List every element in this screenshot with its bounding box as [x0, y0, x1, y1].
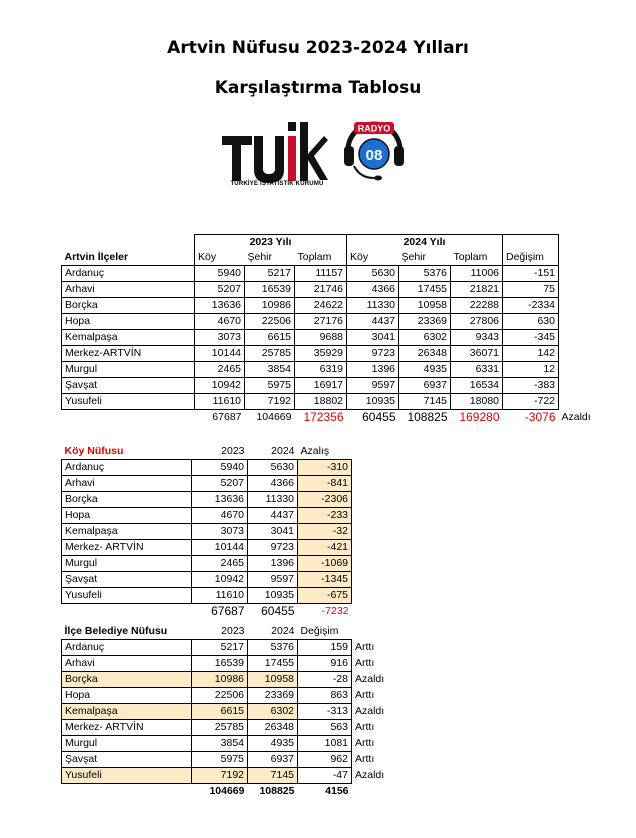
value-2023: 5975 — [192, 752, 248, 768]
sehir-2024: 5376 — [399, 266, 451, 282]
district-name: Kemalpaşa — [62, 704, 192, 720]
district-name: Kemalpaşa — [62, 330, 195, 346]
table-row — [62, 282, 599, 298]
value-2024: 4935 — [248, 736, 298, 752]
degisim: -722 — [503, 394, 559, 410]
district-name: Yusufeli — [62, 394, 195, 410]
degisim: -2334 — [503, 298, 559, 314]
total-cell: -3076 — [524, 410, 556, 424]
village-header: Köy Nüfusu — [62, 444, 192, 460]
table-row — [62, 524, 352, 540]
col-degisim: Değişim — [503, 250, 559, 266]
koy-2024: 5630 — [347, 266, 399, 282]
value-2023: 10144 — [192, 540, 248, 556]
azalis: -421 — [298, 540, 352, 556]
toplam-2023: 21746 — [295, 282, 347, 298]
value-2023: 2465 — [192, 556, 248, 572]
value-2024: 4366 — [248, 476, 298, 492]
radyo-text: RADYO — [357, 123, 391, 134]
district-name: Yusufeli — [62, 588, 192, 604]
district-name: Borçka — [62, 492, 192, 508]
table-row — [62, 572, 352, 588]
degisim: -313 — [298, 704, 352, 720]
page-title: Artvin Nüfusu 2023-2024 Yılları — [167, 38, 469, 58]
district-name: Ardanuç — [62, 640, 192, 656]
col-koy-2023: Köy — [195, 250, 245, 266]
toplam-2023: 18802 — [295, 394, 347, 410]
value-2023: 5207 — [192, 476, 248, 492]
value-2024: 9723 — [248, 540, 298, 556]
koy-2024: 1396 — [347, 362, 399, 378]
value-2024: 23369 — [248, 688, 298, 704]
status-text: Azaldı — [355, 769, 385, 781]
degisim: -345 — [503, 330, 559, 346]
col-degisim: Değişim — [298, 624, 352, 640]
azalis: -841 — [298, 476, 352, 492]
degisim: 962 — [298, 752, 352, 768]
district-name: Şavşat — [62, 572, 192, 588]
koy-2023: 3073 — [195, 330, 245, 346]
degisim: -383 — [503, 378, 559, 394]
status-text: Arttı — [355, 657, 375, 669]
table-row — [62, 720, 402, 736]
value-2023: 16539 — [192, 656, 248, 672]
district-name: Hopa — [62, 508, 192, 524]
district-name: Arhavi — [62, 282, 195, 298]
sehir-2023: 3854 — [245, 362, 295, 378]
col-2024: 2024 — [248, 444, 298, 460]
table-row — [62, 588, 352, 604]
toplam-2024: 18080 — [451, 394, 503, 410]
value-2023: 10986 — [192, 672, 248, 688]
sehir-2023: 5217 — [245, 266, 295, 282]
col-sehir-2023: Şehir — [245, 250, 295, 266]
district-name: Şavşat — [62, 378, 195, 394]
degisim: -151 — [503, 266, 559, 282]
table-row — [62, 394, 599, 410]
total-cell: 104669 — [256, 411, 292, 423]
district-population-table — [61, 234, 599, 425]
koy-2023: 5207 — [195, 282, 245, 298]
sehir-2023: 10986 — [245, 298, 295, 314]
col-toplam-2024: Toplam — [451, 250, 503, 266]
koy-2024: 9723 — [347, 346, 399, 362]
total-cell: 169280 — [459, 410, 500, 424]
col-sehir-2024: Şehir — [399, 250, 451, 266]
sehir-2023: 6615 — [245, 330, 295, 346]
value-2024: 1396 — [248, 556, 298, 572]
district-name: Arhavi — [62, 656, 192, 672]
status-text: Azaldı — [355, 673, 385, 685]
sehir-2023: 16539 — [245, 282, 295, 298]
table-row — [62, 640, 402, 656]
status-text: Arttı — [355, 737, 375, 749]
degisim: 159 — [298, 640, 352, 656]
koy-2023: 5940 — [195, 266, 245, 282]
total-cell: 108825 — [407, 410, 448, 424]
district-name: Borçka — [62, 298, 195, 314]
year-2023-header: 2023 Yılı — [195, 235, 347, 251]
toplam-2023: 27176 — [295, 314, 347, 330]
district-name: Murgul — [62, 556, 192, 572]
koy-2023: 13636 — [195, 298, 245, 314]
value-2024: 4437 — [248, 508, 298, 524]
toplam-2024: 11006 — [451, 266, 503, 282]
toplam-2023: 16917 — [295, 378, 347, 394]
value-2023: 22506 — [192, 688, 248, 704]
value-2023: 7192 — [192, 768, 248, 784]
azalis: -1069 — [298, 556, 352, 572]
table-row — [62, 556, 352, 572]
toplam-2024: 16534 — [451, 378, 503, 394]
value-2024: 10958 — [248, 672, 298, 688]
koy-2023: 10144 — [195, 346, 245, 362]
value-2024: 7145 — [248, 768, 298, 784]
azalis: -233 — [298, 508, 352, 524]
table-row — [62, 656, 402, 672]
sehir-2023: 25785 — [245, 346, 295, 362]
value-2024: 26348 — [248, 720, 298, 736]
total-cell: 67687 — [211, 604, 245, 618]
col-koy-2024: Köy — [347, 250, 399, 266]
toplam-2023: 24622 — [295, 298, 347, 314]
sehir-2024: 26348 — [399, 346, 451, 362]
district-name: Merkez- ARTVİN — [62, 720, 192, 736]
table-row — [62, 330, 599, 346]
degisim: 1081 — [298, 736, 352, 752]
col-azalis: Azalış — [298, 444, 352, 460]
value-2024: 5630 — [248, 460, 298, 476]
districts-header: Artvin İlçeler — [62, 250, 195, 266]
col-2023: 2023 — [192, 444, 248, 460]
degisim: 563 — [298, 720, 352, 736]
district-name: Merkez- ARTVİN — [62, 540, 192, 556]
value-2024: 6302 — [248, 704, 298, 720]
value-2023: 25785 — [192, 720, 248, 736]
koy-2024: 4437 — [347, 314, 399, 330]
table-row — [62, 298, 599, 314]
district-name: Yusufeli — [62, 768, 192, 784]
tuik-caption: TÜRKİYE İSTATİSTİK KURUMU — [230, 181, 324, 187]
degisim: 75 — [503, 282, 559, 298]
total-cell: 60455 — [362, 410, 396, 424]
village-population-table — [61, 444, 352, 619]
value-2023: 4670 — [192, 508, 248, 524]
value-2023: 3073 — [192, 524, 248, 540]
table-row — [62, 540, 352, 556]
col-toplam-2023: Toplam — [295, 250, 347, 266]
table-row — [62, 752, 402, 768]
total-cell: 4156 — [325, 785, 349, 797]
sehir-2023: 5975 — [245, 378, 295, 394]
toplam-2024: 6331 — [451, 362, 503, 378]
sehir-2023: 7192 — [245, 394, 295, 410]
value-2023: 6615 — [192, 704, 248, 720]
degisim: -47 — [298, 768, 352, 784]
district-name: Şavşat — [62, 752, 192, 768]
year-2024-header: 2024 Yılı — [347, 235, 503, 251]
value-2023: 5940 — [192, 460, 248, 476]
table-row — [62, 266, 599, 282]
koy-2024: 3041 — [347, 330, 399, 346]
sehir-2024: 6937 — [399, 378, 451, 394]
value-2023: 10942 — [192, 572, 248, 588]
table-total-row — [62, 784, 402, 800]
sehir-2024: 10958 — [399, 298, 451, 314]
col-2024: 2024 — [248, 624, 298, 640]
radyo-number: 08 — [365, 147, 383, 164]
district-name: Ardanuç — [62, 460, 192, 476]
total-cell: -7232 — [321, 605, 349, 617]
koy-2024: 10935 — [347, 394, 399, 410]
toplam-2024: 21821 — [451, 282, 503, 298]
total-cell: 108825 — [259, 785, 295, 797]
koy-2023: 2465 — [195, 362, 245, 378]
sehir-2024: 23369 — [399, 314, 451, 330]
value-2024: 17455 — [248, 656, 298, 672]
status-text: Arttı — [355, 721, 375, 733]
degisim: 916 — [298, 656, 352, 672]
koy-2024: 9597 — [347, 378, 399, 394]
degisim: 630 — [503, 314, 559, 330]
table-row — [62, 362, 599, 378]
total-cell: 60455 — [261, 604, 295, 618]
toplam-2024: 36071 — [451, 346, 503, 362]
district-name: Merkez-ARTVİN — [62, 346, 195, 362]
toplam-2024: 9343 — [451, 330, 503, 346]
district-name: Murgul — [62, 736, 192, 752]
table-row — [62, 672, 402, 688]
district-name: Hopa — [62, 314, 195, 330]
value-2024: 6937 — [248, 752, 298, 768]
radyo-08-logo — [340, 112, 408, 184]
status-text: Arttı — [355, 689, 375, 701]
koy-2023: 4670 — [195, 314, 245, 330]
sehir-2024: 7145 — [399, 394, 451, 410]
district-name: Kemalpaşa — [62, 524, 192, 540]
koy-2023: 10942 — [195, 378, 245, 394]
degisim: -28 — [298, 672, 352, 688]
status-text: Azaldı — [355, 705, 385, 717]
col-2023: 2023 — [192, 624, 248, 640]
table-row — [62, 460, 352, 476]
koy-2024: 11330 — [347, 298, 399, 314]
district-name: Arhavi — [62, 476, 192, 492]
value-2024: 10935 — [248, 588, 298, 604]
toplam-2023: 11157 — [295, 266, 347, 282]
table-row — [62, 768, 402, 784]
table-row — [62, 688, 402, 704]
status-text: Arttı — [355, 641, 375, 653]
azalis: -310 — [298, 460, 352, 476]
sehir-2023: 22506 — [245, 314, 295, 330]
koy-2023: 11610 — [195, 394, 245, 410]
total-cell: 172356 — [303, 410, 344, 424]
table-row — [62, 378, 599, 394]
table-row — [62, 314, 599, 330]
table-row — [62, 492, 352, 508]
toplam-2024: 22288 — [451, 298, 503, 314]
koy-2024: 4366 — [347, 282, 399, 298]
district-name: Hopa — [62, 688, 192, 704]
degisim: 863 — [298, 688, 352, 704]
sehir-2024: 6302 — [399, 330, 451, 346]
page-subtitle: Karşılaştırma Tablosu — [214, 78, 422, 98]
table-total-row — [62, 410, 599, 426]
azalis: -675 — [298, 588, 352, 604]
toplam-2023: 9688 — [295, 330, 347, 346]
value-2023: 13636 — [192, 492, 248, 508]
toplam-2024: 27806 — [451, 314, 503, 330]
value-2024: 9597 — [248, 572, 298, 588]
district-name: Borçka — [62, 672, 192, 688]
total-cell: 67687 — [212, 411, 242, 423]
status-text: Arttı — [355, 753, 375, 765]
value-2023: 11610 — [192, 588, 248, 604]
degisim: 12 — [503, 362, 559, 378]
total-cell: 104669 — [209, 785, 245, 797]
district-name: Ardanuç — [62, 266, 195, 282]
sehir-2024: 4935 — [399, 362, 451, 378]
table-row — [62, 736, 402, 752]
value-2024: 3041 — [248, 524, 298, 540]
value-2024: 11330 — [248, 492, 298, 508]
value-2023: 3854 — [192, 736, 248, 752]
table-row — [62, 704, 402, 720]
municipality-header: İlçe Belediye Nüfusu — [62, 624, 192, 640]
value-2024: 5376 — [248, 640, 298, 656]
sehir-2024: 17455 — [399, 282, 451, 298]
district-name: Murgul — [62, 362, 195, 378]
table-total-row — [62, 604, 352, 620]
municipality-population-table — [61, 624, 402, 799]
table-row — [62, 476, 352, 492]
table-row — [62, 346, 599, 362]
table-row — [62, 508, 352, 524]
total-note: Azaldı — [561, 410, 591, 423]
azalis: -2306 — [298, 492, 352, 508]
azalis: -1345 — [298, 572, 352, 588]
degisim: 142 — [503, 346, 559, 362]
toplam-2023: 6319 — [295, 362, 347, 378]
toplam-2023: 35929 — [295, 346, 347, 362]
value-2023: 5217 — [192, 640, 248, 656]
azalis: -32 — [298, 524, 352, 540]
